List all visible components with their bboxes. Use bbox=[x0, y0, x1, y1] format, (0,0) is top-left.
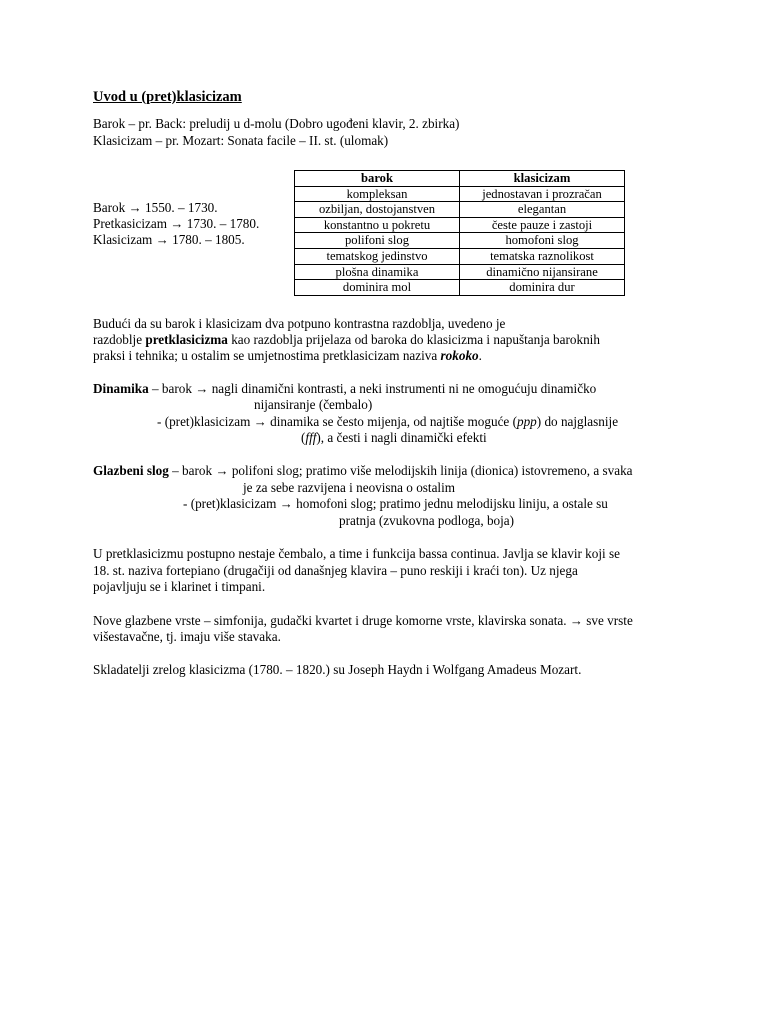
vrste-line-1: Nove glazbene vrste – simfonija, gudački kvartet i druge komorne vrste, klavirska sonata. → sve vrste bbox=[93, 613, 633, 628]
table-row bbox=[295, 264, 625, 280]
intro-line-1: Budući da su barok i klasicizam dva potpuno kontrastna razdoblja, uvedeno je bbox=[93, 316, 506, 331]
dinamika-line-4: (fff), a česti i nagli dinamički efekti bbox=[301, 430, 487, 445]
pretklas-line-1: U pretklasicizmu postupno nestaje čembalo, a time i funkcija bassa continua. Javlja se klavir koji se bbox=[93, 546, 620, 561]
table-cell: tematskog jedinstvo bbox=[295, 248, 460, 264]
intro-line-3: praksi i tehnika; u ostalim se umjetnostima pretklasicizam naziva rokoko. bbox=[93, 348, 482, 363]
intro-line-2: razdoblje pretklasicizma kao razdoblja prijelaza od baroka do klasicizma i napuštanja baroknih bbox=[93, 332, 600, 347]
table-cell: dominira mol bbox=[295, 280, 460, 296]
example-barok: Barok – pr. Back: preludij u d-molu (Dobro ugođeni klavir, 2. zbirka) bbox=[93, 116, 460, 131]
slog-line-3: - (pret)klasicizam → homofoni slog; pratimo jednu melodijsku liniju, a ostale su bbox=[183, 496, 608, 511]
arrow-right-icon: → bbox=[128, 200, 142, 215]
comparison-table bbox=[294, 170, 625, 296]
header-barok: barok bbox=[295, 171, 460, 187]
example-klasicizam: Klasicizam – pr. Mozart: Sonata facile – II. st. (ulomak) bbox=[93, 133, 389, 148]
table-cell: konstantno u pokretu bbox=[295, 217, 460, 233]
pretklas-line-3: pojavljuju se i klarinet i timpani. bbox=[93, 579, 266, 594]
dinamika-line-3: - (pret)klasicizam → dinamika se često mijenja, od najtiše moguće (ppp) do najglasnije bbox=[157, 414, 619, 429]
period-barok: Barok → 1550. – 1730. bbox=[93, 200, 218, 215]
table-row bbox=[295, 186, 625, 202]
term-pretklasicizam: pretklasicizma bbox=[145, 332, 228, 347]
period-klasicizam: Klasicizam → 1780. – 1805. bbox=[93, 232, 245, 247]
pretklas-line-2: 18. st. naziva fortepiano (drugačiji od današnjeg klavira – puno reskiji i kraći ton). Uz njega bbox=[93, 563, 578, 578]
table-row bbox=[295, 217, 625, 233]
table-row bbox=[295, 202, 625, 218]
page-title: Uvod u (pret)klasicizam bbox=[93, 89, 242, 105]
period-pretklasicizam: Pretkasicizam → 1730. – 1780. bbox=[93, 216, 260, 231]
dinamika-label: Dinamika bbox=[93, 381, 149, 396]
table-row bbox=[295, 280, 625, 296]
table-cell: jednostavan i prozračan bbox=[460, 186, 625, 202]
dinamika-line-2: nijansiranje (čembalo) bbox=[254, 397, 373, 412]
table-cell: plošna dinamika bbox=[295, 264, 460, 280]
table-cell: česte pauze i zastoji bbox=[460, 217, 625, 233]
arrow-right-icon: → bbox=[170, 216, 184, 231]
table-cell: ozbiljan, dostojanstven bbox=[295, 202, 460, 218]
table-cell: dinamično nijansirane bbox=[460, 264, 625, 280]
table-row bbox=[295, 233, 625, 249]
dinamika-line-1: Dinamika – barok → nagli dinamični kontrasti, a neki instrumenti ni ne omogućuju dinamičko bbox=[93, 381, 597, 396]
table-cell: tematska raznolikost bbox=[460, 248, 625, 264]
table-header-row bbox=[295, 171, 625, 187]
header-klasicizam: klasicizam bbox=[460, 171, 625, 187]
table-row bbox=[295, 248, 625, 264]
slog-line-2: je za sebe razvijena i neovisna o ostalim bbox=[243, 480, 456, 495]
table-cell: homofoni slog bbox=[460, 233, 625, 249]
skladatelji-line: Skladatelji zrelog klasicizma (1780. – 1820.) su Joseph Haydn i Wolfgang Amadeus Mozart. bbox=[93, 662, 582, 677]
term-rokoko: rokoko bbox=[440, 348, 479, 363]
table-cell: dominira dur bbox=[460, 280, 625, 296]
arrow-right-icon: → bbox=[155, 232, 169, 247]
slog-line-4: pratnja (zvukovna podloga, boja) bbox=[339, 513, 515, 528]
table-cell: polifoni slog bbox=[295, 233, 460, 249]
slog-label: Glazbeni slog bbox=[93, 463, 169, 478]
slog-line-1: Glazbeni slog – barok → polifoni slog; pratimo više melodijskih linija (dionica) istovremeno, a svaka bbox=[93, 463, 633, 478]
vrste-line-2: višestavačne, tj. imaju više stavaka. bbox=[93, 629, 281, 644]
table-cell: elegantan bbox=[460, 202, 625, 218]
table-cell: kompleksan bbox=[295, 186, 460, 202]
